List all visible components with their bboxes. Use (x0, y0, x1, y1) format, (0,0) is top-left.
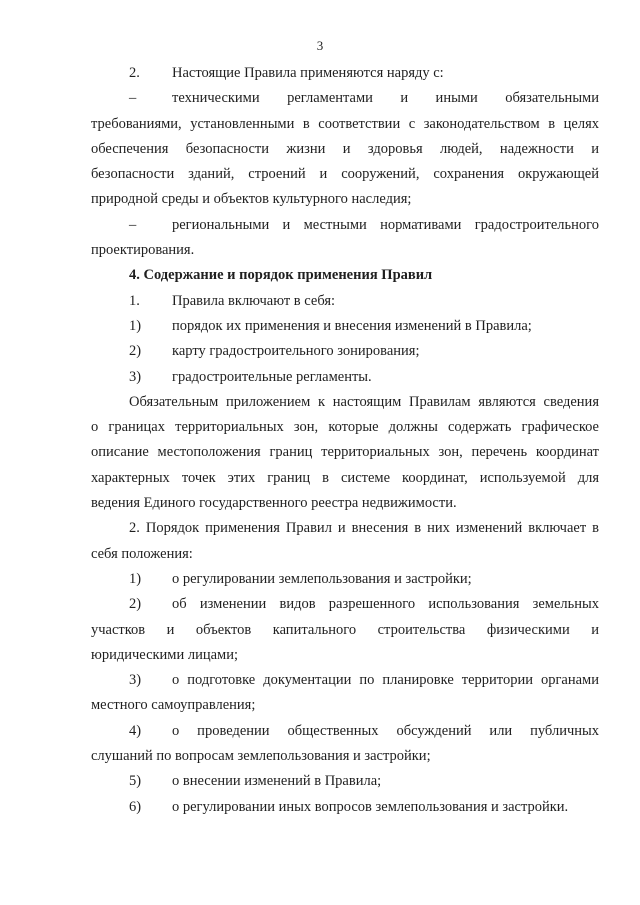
list-item (91, 339, 599, 364)
list-item (91, 668, 599, 693)
paragraph-line: себя положения: (91, 545, 193, 562)
item-number: 1) (129, 317, 142, 334)
section-heading: 4. Содержание и порядок применения Правил (129, 267, 433, 284)
dash-item-line: проектирования. (91, 242, 195, 259)
item-text: порядок их применения и внесения изменений в Правила; (172, 317, 532, 334)
item-text: о подготовке документации по планировке территории органами (172, 672, 599, 689)
item-number: 2) (129, 596, 142, 613)
dash-item-line: требованиями, установленными в соответствии с законодательством в целях (91, 115, 599, 132)
list-item (91, 769, 599, 794)
list-item-line: участков и объектов капитального строительства физическими и (91, 621, 599, 638)
item-number: 6) (129, 798, 142, 815)
paragraph-line: ведения Единого государственного реестра недвижимости. (91, 495, 457, 512)
paragraph-line: описание местоположения границ территориальных зон, перечень координат (91, 444, 599, 461)
item-text: Правила включают в себя: (172, 292, 336, 309)
list-item-line: местного самоуправления; (91, 697, 256, 714)
item-number: 5) (129, 773, 142, 790)
dash-item-line: безопасности зданий, строений и сооружений, сохранения окружающей (91, 166, 599, 183)
item-text: об изменении видов разрешенного использования земельных (172, 596, 599, 613)
list-item (91, 365, 599, 390)
item-number: 2. (129, 65, 140, 81)
page-number: 3 (316, 38, 324, 53)
dash-marker: – (129, 216, 137, 233)
paragraph-item-1 (91, 289, 599, 314)
item-number: 3) (129, 672, 142, 689)
item-text: о проведении общественных обсуждений или публичных (172, 722, 599, 739)
item-number: 1) (129, 570, 142, 587)
item-number: 2) (129, 343, 142, 360)
list-item (91, 592, 599, 617)
item-number: 3) (129, 368, 142, 385)
list-item (91, 719, 599, 744)
paragraph-line: Обязательным приложением к настоящим Правилам являются сведения (129, 393, 599, 410)
list-item (91, 314, 599, 339)
dash-item-text: техническими регламентами и иными обязательными (172, 90, 599, 107)
paragraph-line: о границах территориальных зон, которые должны содержать графическое (91, 419, 599, 436)
dash-item-first-line (91, 213, 599, 238)
item-number: 1. (129, 292, 140, 309)
paragraph-line: 2. Порядок применения Правил и внесения в них изменений включает в (129, 520, 599, 537)
paragraph-line: характерных точек этих границ в системе координат, используемой для (91, 469, 599, 486)
list-item-line: юридическими лицами; (91, 646, 239, 663)
dash-marker: – (129, 90, 137, 107)
document-body (91, 61, 599, 820)
item-text: о внесении изменений в Правила; (172, 773, 382, 790)
list-item (91, 567, 599, 592)
dash-item-line: обеспечения безопасности жизни и здоровья людей, надежности и (91, 140, 599, 157)
list-item (91, 795, 599, 820)
item-text: карту градостроительного зонирования; (172, 343, 420, 360)
item-text: Настоящие Правила применяются наряду с: (172, 65, 444, 81)
dash-item-text: региональными и местными нормативами градостроительного (172, 216, 599, 233)
list-item-line: слушаний по вопросам землепользования и застройки; (91, 748, 431, 765)
item-text: о регулировании землепользования и застройки; (172, 570, 472, 587)
item-text: о регулировании иных вопросов землепользования и застройки. (172, 798, 569, 815)
item-number: 4) (129, 722, 142, 739)
paragraph-item-2 (91, 61, 599, 86)
item-text: градостроительные регламенты. (172, 368, 372, 385)
dash-item-first-line (91, 86, 599, 111)
dash-item-line: природной среды и объектов культурного наследия; (91, 191, 412, 208)
